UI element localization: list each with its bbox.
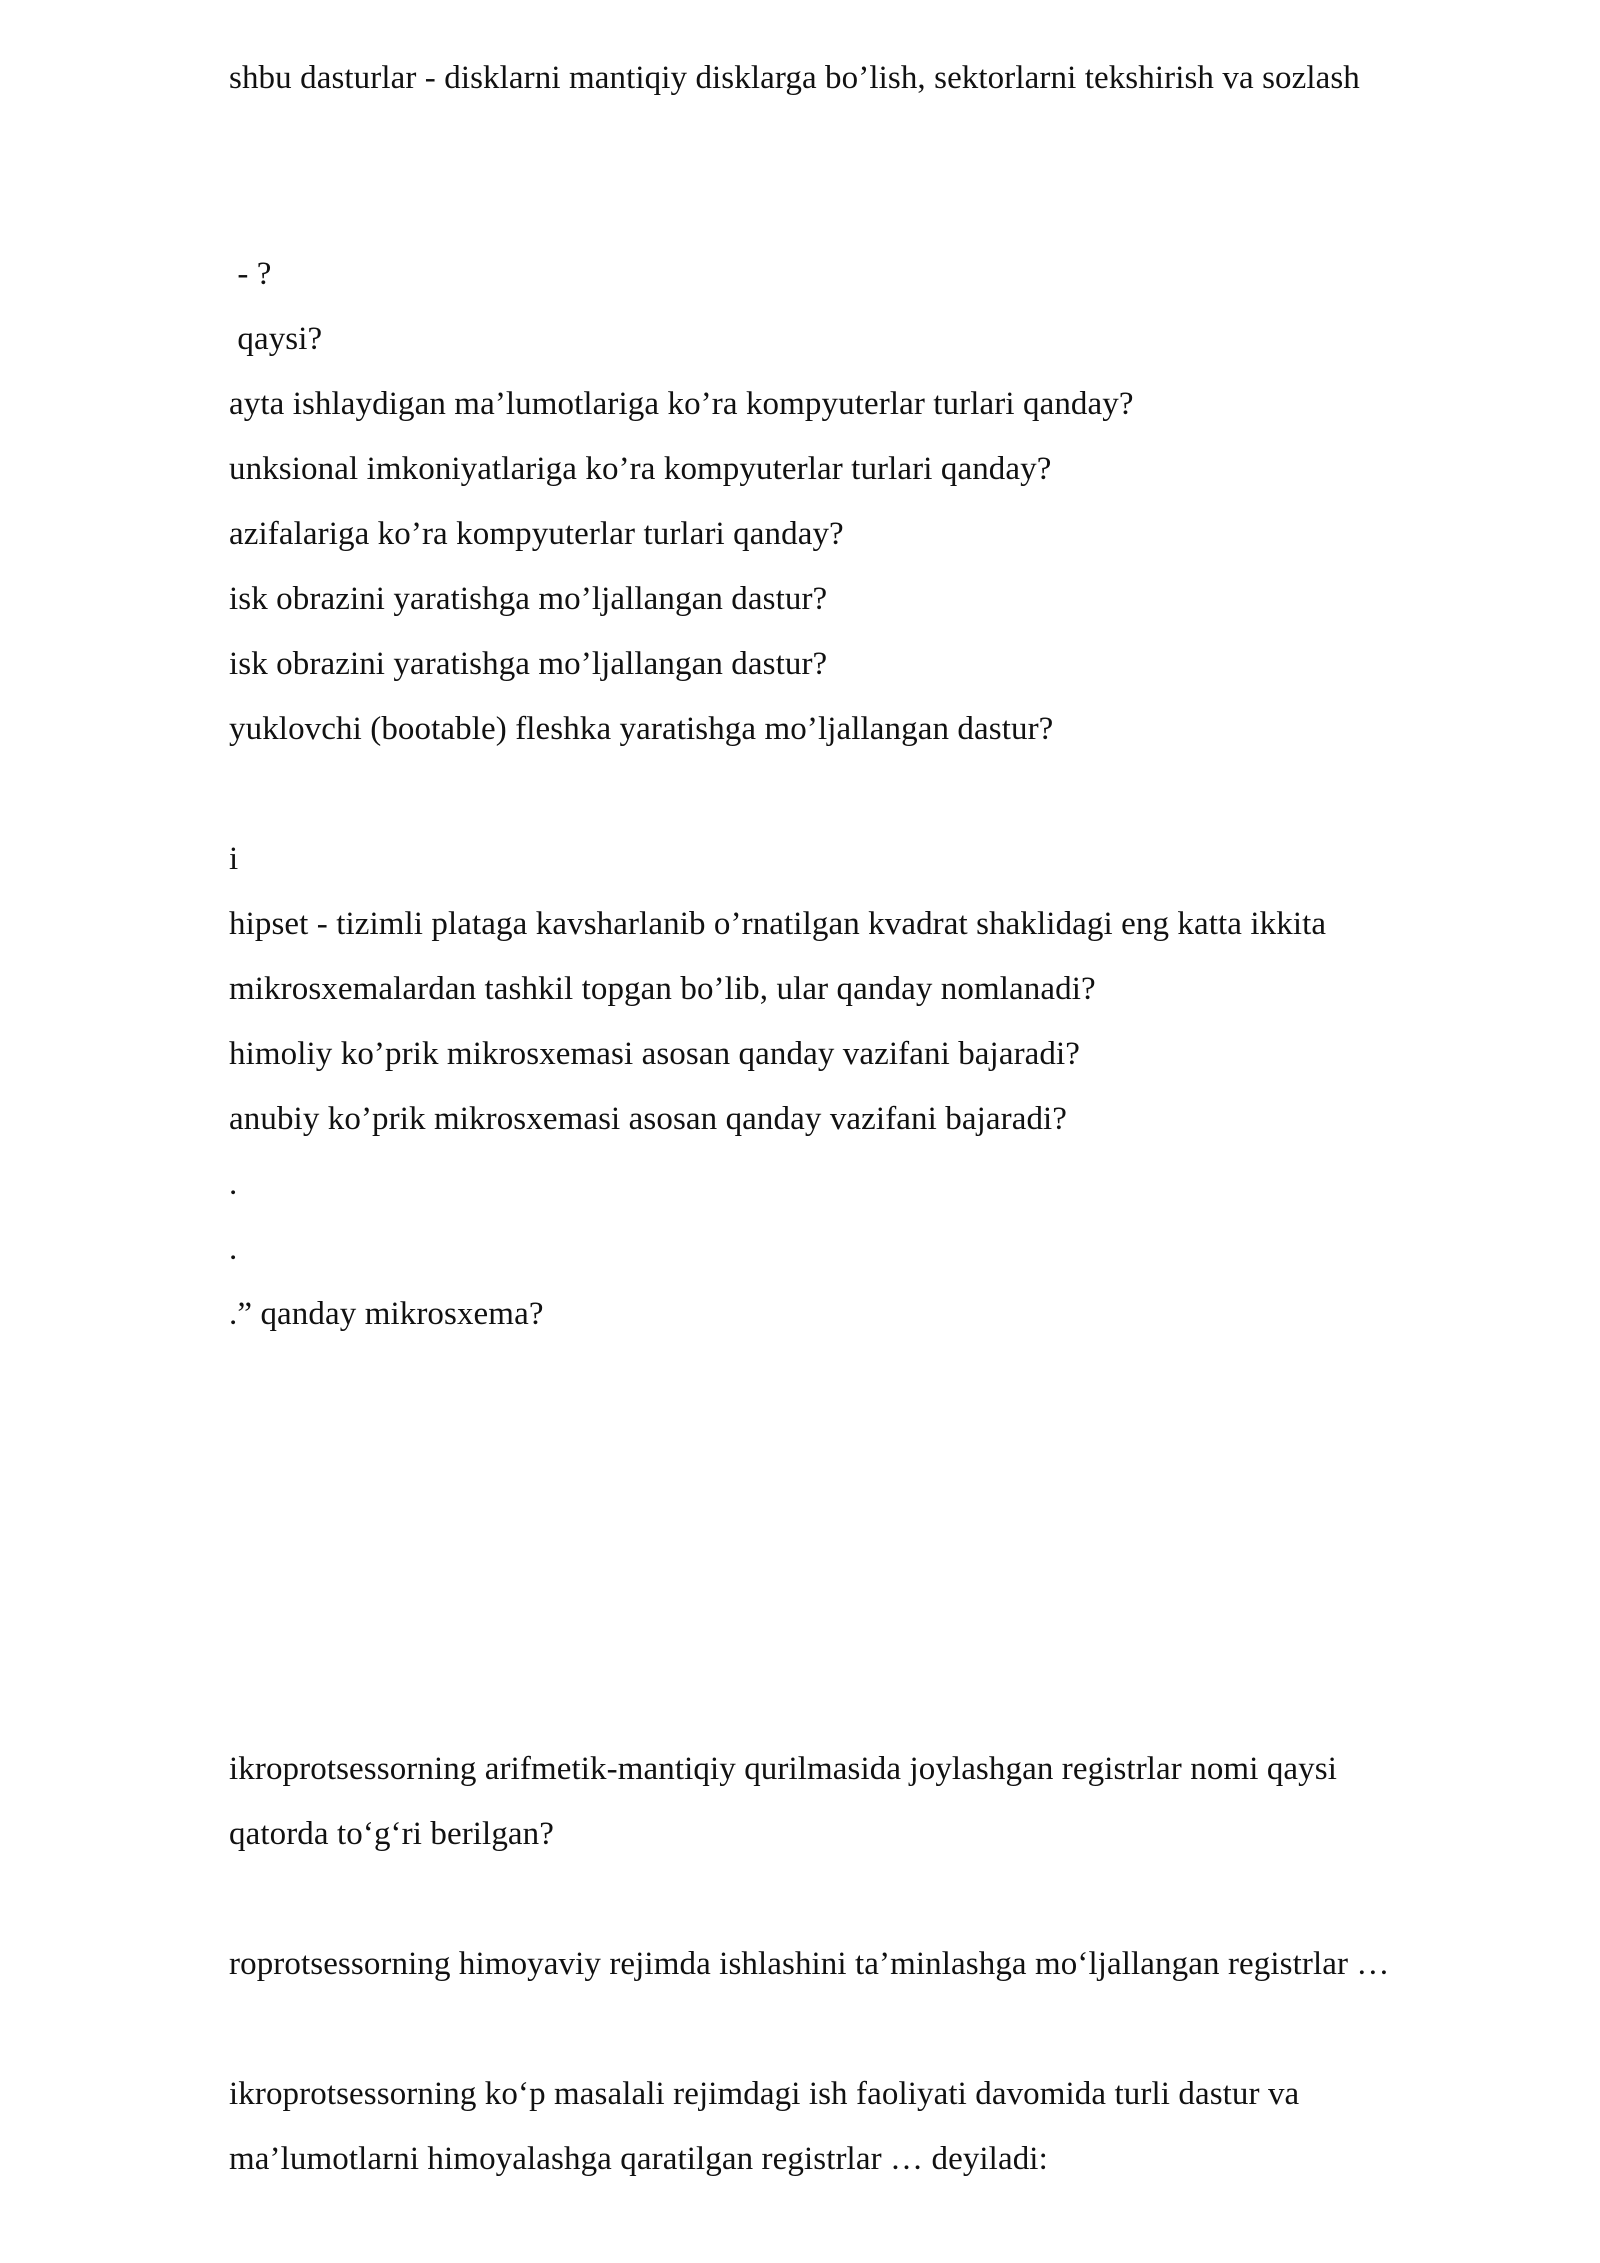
text-line: ayta ishlaydigan ma’lumotlariga ko’ra kompyuterlar turlari qanday? xyxy=(229,386,1134,422)
text-line: qaysi? xyxy=(229,321,323,357)
text-line: anubiy ko’prik mikrosxemasi asosan qanday vazifani bajaradi? xyxy=(229,1101,1068,1137)
text-line: unksional imkoniyatlariga ko’ra kompyuterlar turlari qanday? xyxy=(229,451,1052,487)
text-line: - ? xyxy=(229,256,272,292)
text-line: isk obrazini yaratishga mo’ljallangan dastur? xyxy=(229,581,828,617)
text-line: roprotsessorning himoyaviy rejimda ishlashini ta’minlashga mo‘ljallangan registrlar … xyxy=(229,1946,1390,1982)
text-line: qatorda to‘g‘ri berilgan? xyxy=(229,1816,555,1852)
text-line: shbu dasturlar - disklarni mantiqiy disklarga bo’lish, sektorlarni tekshirish va sozlash xyxy=(229,60,1360,96)
text-line: ma’lumotlarni himoyalashga qaratilgan registrlar … deyiladi: xyxy=(229,2141,1048,2177)
text-line: . xyxy=(229,1231,238,1267)
text-line: i xyxy=(229,841,239,877)
text-line: ikroprotsessorning arifmetik-mantiqiy qurilmasida joylashgan registrlar nomi qaysi xyxy=(229,1751,1337,1787)
text-line: hipset - tizimli plataga kavsharlanib o’rnatilgan kvadrat shaklidagi eng katta ikkita xyxy=(229,906,1327,942)
text-line: himoliy ko’prik mikrosxemasi asosan qanday vazifani bajaradi? xyxy=(229,1036,1081,1072)
text-line: isk obrazini yaratishga mo’ljallangan dastur? xyxy=(229,646,828,682)
text-line: azifalariga ko’ra kompyuterlar turlari qanday? xyxy=(229,516,844,552)
text-line: .” qanday mikrosxema? xyxy=(229,1296,544,1332)
text-line: mikrosxemalardan tashkil topgan bo’lib, ular qanday nomlanadi? xyxy=(229,971,1096,1007)
text-line: ikroprotsessorning ko‘p masalali rejimdagi ish faoliyati davomida turli dastur va xyxy=(229,2076,1300,2112)
text-line: yuklovchi (bootable) fleshka yaratishga mo’ljallangan dastur? xyxy=(229,711,1054,747)
text-line: . xyxy=(229,1166,238,1202)
